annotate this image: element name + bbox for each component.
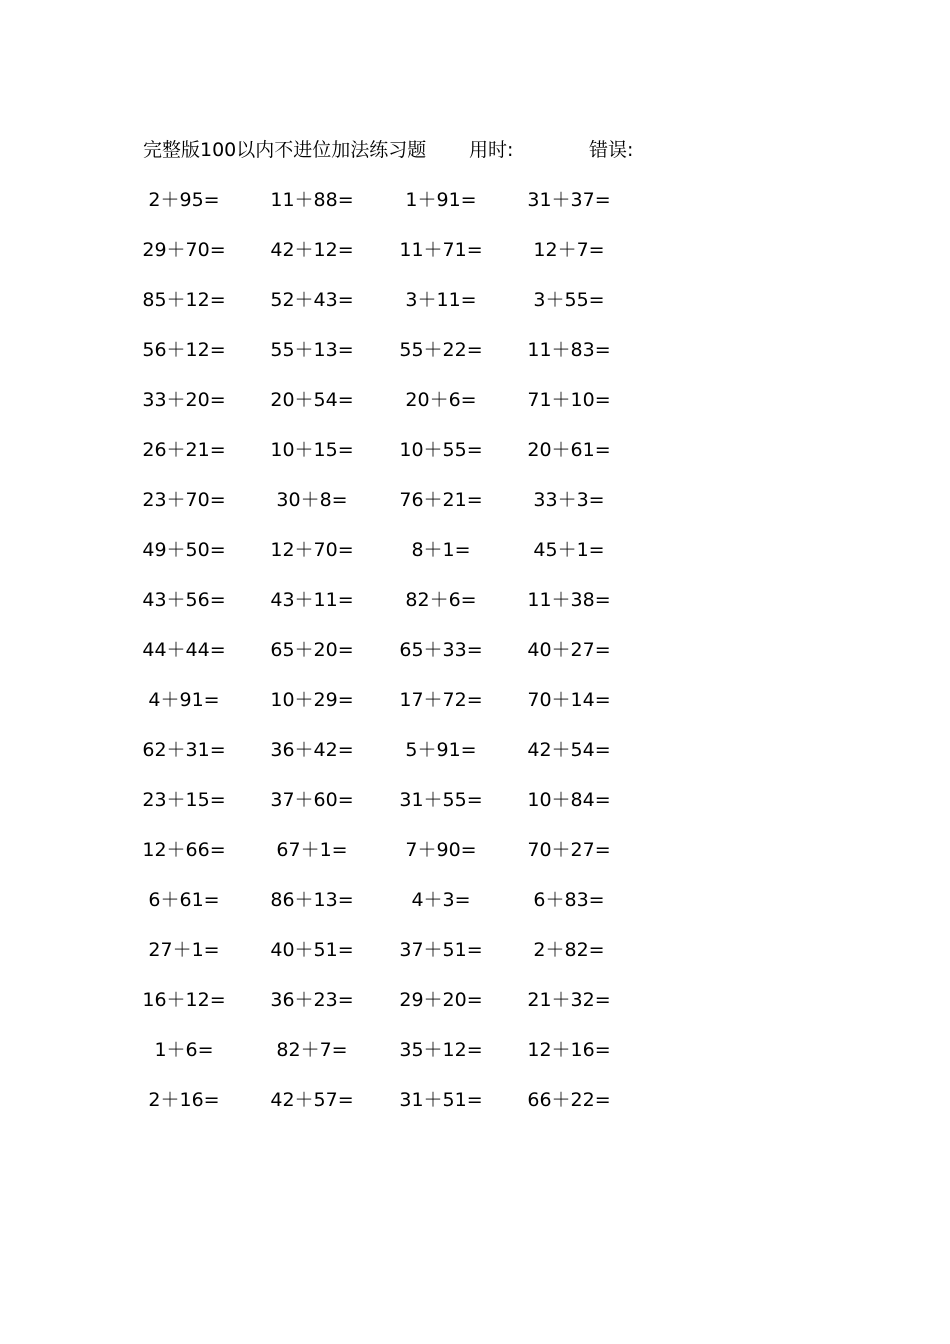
problem: 55＋13= — [270, 339, 354, 361]
problem: 3＋55= — [533, 289, 605, 311]
problem-row — [0, 785, 950, 815]
problem: 82＋7= — [276, 1039, 348, 1061]
problem-row — [0, 985, 950, 1015]
problem: 1＋6= — [154, 1039, 214, 1061]
problem-row — [0, 835, 950, 865]
problem: 10＋84= — [527, 789, 611, 811]
problem: 52＋43= — [270, 289, 354, 311]
problem: 37＋51= — [399, 939, 483, 961]
errors-label: 错误: — [589, 139, 634, 161]
problem: 3＋11= — [405, 289, 477, 311]
problem: 8＋1= — [411, 539, 471, 561]
problem-row — [0, 335, 950, 365]
problem: 29＋20= — [399, 989, 483, 1011]
problem: 70＋14= — [527, 689, 611, 711]
problem-row — [0, 435, 950, 465]
problem: 16＋12= — [142, 989, 226, 1011]
problem: 42＋57= — [270, 1089, 354, 1111]
problem: 43＋56= — [142, 589, 226, 611]
problem: 17＋72= — [399, 689, 483, 711]
problem: 31＋37= — [527, 189, 611, 211]
problem: 71＋10= — [527, 389, 611, 411]
problem: 42＋12= — [270, 239, 354, 261]
problem: 33＋3= — [533, 489, 605, 511]
problem-row — [0, 535, 950, 565]
problem: 23＋70= — [142, 489, 226, 511]
problem: 26＋21= — [142, 439, 226, 461]
problem: 2＋82= — [533, 939, 605, 961]
problem: 82＋6= — [405, 589, 477, 611]
problem: 30＋8= — [276, 489, 348, 511]
problem: 11＋88= — [270, 189, 354, 211]
problem: 23＋15= — [142, 789, 226, 811]
problem: 44＋44= — [142, 639, 226, 661]
problem: 12＋16= — [527, 1039, 611, 1061]
problem: 6＋61= — [148, 889, 220, 911]
problem: 4＋3= — [411, 889, 471, 911]
problem: 65＋33= — [399, 639, 483, 661]
problem: 2＋16= — [148, 1089, 220, 1111]
problem: 33＋20= — [142, 389, 226, 411]
problem: 12＋66= — [142, 839, 226, 861]
problem: 31＋55= — [399, 789, 483, 811]
problem: 10＋55= — [399, 439, 483, 461]
problem: 67＋1= — [276, 839, 348, 861]
problem: 85＋12= — [142, 289, 226, 311]
problem-row — [0, 1035, 950, 1065]
problem-row — [0, 385, 950, 415]
problem: 43＋11= — [270, 589, 354, 611]
problem: 49＋50= — [142, 539, 226, 561]
problem: 11＋83= — [527, 339, 611, 361]
problem: 37＋60= — [270, 789, 354, 811]
problem-row — [0, 485, 950, 515]
problem-row — [0, 885, 950, 915]
problem: 20＋54= — [270, 389, 354, 411]
problem-row — [0, 185, 950, 215]
problem: 11＋71= — [399, 239, 483, 261]
problem: 62＋31= — [142, 739, 226, 761]
problem-row — [0, 635, 950, 665]
problem: 86＋13= — [270, 889, 354, 911]
problem: 65＋20= — [270, 639, 354, 661]
problem: 55＋22= — [399, 339, 483, 361]
problem-row — [0, 685, 950, 715]
problem: 1＋91= — [405, 189, 477, 211]
problem: 4＋91= — [148, 689, 220, 711]
problem: 12＋7= — [533, 239, 605, 261]
problem: 40＋51= — [270, 939, 354, 961]
problem: 10＋15= — [270, 439, 354, 461]
problem: 27＋1= — [148, 939, 220, 961]
problem: 6＋83= — [533, 889, 605, 911]
problem: 7＋90= — [405, 839, 477, 861]
problem-row — [0, 235, 950, 265]
problem: 40＋27= — [527, 639, 611, 661]
problem-row — [0, 735, 950, 765]
problem: 76＋21= — [399, 489, 483, 511]
problem: 42＋54= — [527, 739, 611, 761]
problem: 5＋91= — [405, 739, 477, 761]
worksheet-title: 完整版100以内不进位加法练习题 — [143, 139, 427, 161]
problem: 66＋22= — [527, 1089, 611, 1111]
problem: 45＋1= — [533, 539, 605, 561]
problem: 2＋95= — [148, 189, 220, 211]
problem: 29＋70= — [142, 239, 226, 261]
problem-row — [0, 585, 950, 615]
problem: 36＋42= — [270, 739, 354, 761]
time-label: 用时: — [469, 139, 514, 161]
problem: 12＋70= — [270, 539, 354, 561]
problem-row — [0, 1085, 950, 1115]
problem: 20＋61= — [527, 439, 611, 461]
problem-row — [0, 935, 950, 965]
problem: 35＋12= — [399, 1039, 483, 1061]
problem: 21＋32= — [527, 989, 611, 1011]
problem: 36＋23= — [270, 989, 354, 1011]
problem: 10＋29= — [270, 689, 354, 711]
problem: 11＋38= — [527, 589, 611, 611]
problem: 20＋6= — [405, 389, 477, 411]
problem-row — [0, 285, 950, 315]
problem: 56＋12= — [142, 339, 226, 361]
problem: 70＋27= — [527, 839, 611, 861]
problem: 31＋51= — [399, 1089, 483, 1111]
